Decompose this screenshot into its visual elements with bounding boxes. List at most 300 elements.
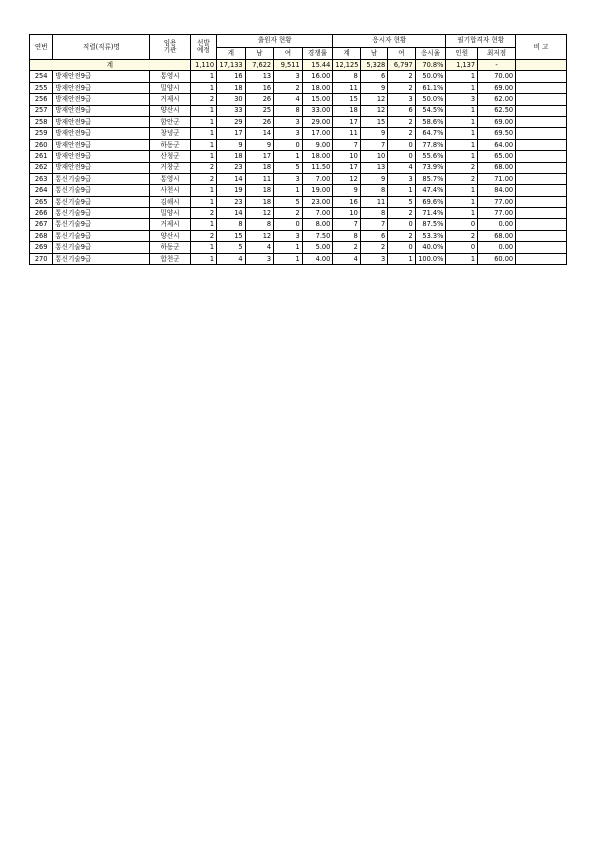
row-exam-total: 7 — [333, 139, 360, 150]
row-no: 262 — [30, 162, 53, 173]
row-agency: 통영시 — [150, 71, 190, 82]
row-app-male: 17 — [245, 151, 274, 162]
row-exam-total: 18 — [333, 105, 360, 116]
row-passers: 1 — [446, 71, 478, 82]
table-row — [30, 105, 567, 116]
row-no: 263 — [30, 173, 53, 184]
row-app-male: 8 — [245, 219, 274, 230]
row-note — [516, 242, 567, 253]
row-app-male: 25 — [245, 105, 274, 116]
row-app-female: 3 — [274, 116, 303, 127]
row-note — [516, 173, 567, 184]
header-applicants-group: 출원자 현황 — [217, 35, 333, 48]
row-min-score: 0.00 — [478, 219, 516, 230]
total-note — [516, 60, 567, 71]
total-exam-male: 5,328 — [360, 60, 387, 71]
row-position: 통신기술9급 — [53, 196, 150, 207]
row-attendance: 50.0% — [415, 71, 446, 82]
row-no: 265 — [30, 196, 53, 207]
row-exam-male: 8 — [360, 208, 387, 219]
row-agency: 양산시 — [150, 230, 190, 241]
row-exam-total: 11 — [333, 128, 360, 139]
row-position: 방재안전9급 — [53, 151, 150, 162]
exam-results-table — [29, 34, 567, 265]
row-exam-male: 6 — [360, 71, 387, 82]
row-app-female: 0 — [274, 219, 303, 230]
row-min-score: 69.00 — [478, 82, 516, 93]
total-min-score: - — [478, 60, 516, 71]
row-position: 방재안전9급 — [53, 116, 150, 127]
total-passers: 1,137 — [446, 60, 478, 71]
row-position: 방재안전9급 — [53, 94, 150, 105]
row-competition: 23.00 — [302, 196, 333, 207]
row-no: 261 — [30, 151, 53, 162]
row-competition: 11.50 — [302, 162, 333, 173]
row-passers: 3 — [446, 94, 478, 105]
header-planned-line1: 선발 — [196, 39, 210, 48]
row-app-female: 3 — [274, 71, 303, 82]
table-row — [30, 196, 567, 207]
row-planned: 1 — [190, 185, 216, 196]
row-app-female: 0 — [274, 139, 303, 150]
row-passers: 2 — [446, 173, 478, 184]
row-planned: 1 — [190, 219, 216, 230]
row-position: 통신기술9급 — [53, 173, 150, 184]
row-exam-female: 2 — [388, 230, 415, 241]
row-competition: 8.00 — [302, 219, 333, 230]
header-no: 연번 — [30, 35, 53, 60]
row-agency: 거창군 — [150, 162, 190, 173]
row-app-male: 18 — [245, 185, 274, 196]
row-exam-male: 11 — [360, 196, 387, 207]
table-row — [30, 230, 567, 241]
row-attendance: 40.0% — [415, 242, 446, 253]
row-note — [516, 151, 567, 162]
row-min-score: 69.00 — [478, 116, 516, 127]
row-note — [516, 71, 567, 82]
row-exam-total: 8 — [333, 71, 360, 82]
row-no: 256 — [30, 94, 53, 105]
row-exam-male: 7 — [360, 219, 387, 230]
row-exam-total: 17 — [333, 116, 360, 127]
row-attendance: 55.6% — [415, 151, 446, 162]
row-competition: 33.00 — [302, 105, 333, 116]
header-planned-line2: 예정 — [196, 46, 210, 54]
row-app-total: 33 — [217, 105, 246, 116]
header-examinees-group: 응시자 현황 — [333, 35, 446, 48]
row-position: 방재안전9급 — [53, 128, 150, 139]
header-passers-count: 인원 — [446, 47, 478, 60]
row-planned: 2 — [190, 208, 216, 219]
row-competition: 7.50 — [302, 230, 333, 241]
row-agency: 밀양시 — [150, 208, 190, 219]
header-passers-group: 필기합격자 현황 — [446, 35, 516, 48]
row-note — [516, 196, 567, 207]
header-exam-female: 여 — [388, 47, 415, 60]
row-exam-total: 4 — [333, 253, 360, 264]
row-agency: 산청군 — [150, 151, 190, 162]
row-attendance: 64.7% — [415, 128, 446, 139]
row-min-score: 70.00 — [478, 71, 516, 82]
row-attendance: 50.0% — [415, 94, 446, 105]
header-note: 비 고 — [516, 35, 567, 60]
row-app-total: 14 — [217, 208, 246, 219]
row-competition: 7.00 — [302, 208, 333, 219]
row-exam-female: 0 — [388, 242, 415, 253]
row-app-total: 19 — [217, 185, 246, 196]
row-planned: 1 — [190, 116, 216, 127]
row-exam-female: 2 — [388, 116, 415, 127]
row-min-score: 60.00 — [478, 253, 516, 264]
row-passers: 1 — [446, 116, 478, 127]
row-note — [516, 185, 567, 196]
table-body — [30, 60, 567, 265]
row-note — [516, 253, 567, 264]
row-exam-total: 9 — [333, 185, 360, 196]
header-position: 직렬(직류)명 — [53, 35, 150, 60]
row-competition: 9.00 — [302, 139, 333, 150]
table-row — [30, 219, 567, 230]
row-app-female: 1 — [274, 242, 303, 253]
row-agency: 통영시 — [150, 173, 190, 184]
total-app-total: 17,133 — [217, 60, 246, 71]
row-app-female: 4 — [274, 94, 303, 105]
row-attendance: 77.8% — [415, 139, 446, 150]
row-attendance: 54.5% — [415, 105, 446, 116]
header-attendance: 응시율 — [415, 47, 446, 60]
table-row — [30, 128, 567, 139]
row-exam-male: 12 — [360, 94, 387, 105]
row-passers: 0 — [446, 242, 478, 253]
row-no: 266 — [30, 208, 53, 219]
row-app-male: 12 — [245, 230, 274, 241]
row-no: 258 — [30, 116, 53, 127]
row-exam-female: 5 — [388, 196, 415, 207]
row-min-score: 62.50 — [478, 105, 516, 116]
row-planned: 2 — [190, 173, 216, 184]
row-app-male: 3 — [245, 253, 274, 264]
row-exam-female: 2 — [388, 128, 415, 139]
row-exam-female: 0 — [388, 139, 415, 150]
row-position: 방재안전9급 — [53, 105, 150, 116]
row-exam-female: 2 — [388, 82, 415, 93]
row-app-male: 12 — [245, 208, 274, 219]
row-attendance: 47.4% — [415, 185, 446, 196]
header-exam-male: 남 — [360, 47, 387, 60]
row-exam-total: 7 — [333, 219, 360, 230]
row-min-score: 84.00 — [478, 185, 516, 196]
row-min-score: 71.00 — [478, 173, 516, 184]
row-exam-total: 11 — [333, 82, 360, 93]
table-row — [30, 116, 567, 127]
row-exam-male: 6 — [360, 230, 387, 241]
row-app-female: 3 — [274, 173, 303, 184]
row-note — [516, 139, 567, 150]
row-app-total: 23 — [217, 162, 246, 173]
row-planned: 1 — [190, 139, 216, 150]
total-exam-total: 12,125 — [333, 60, 360, 71]
row-agency: 김해시 — [150, 196, 190, 207]
row-planned: 1 — [190, 71, 216, 82]
row-position: 방재안전9급 — [53, 139, 150, 150]
row-agency: 사천시 — [150, 185, 190, 196]
row-app-female: 5 — [274, 196, 303, 207]
row-position: 통신기술9급 — [53, 185, 150, 196]
row-planned: 1 — [190, 128, 216, 139]
header-app-male: 남 — [245, 47, 274, 60]
row-no: 254 — [30, 71, 53, 82]
row-min-score: 64.00 — [478, 139, 516, 150]
row-attendance: 87.5% — [415, 219, 446, 230]
row-agency: 하동군 — [150, 242, 190, 253]
row-exam-female: 1 — [388, 253, 415, 264]
total-exam-female: 6,797 — [388, 60, 415, 71]
total-label: 계 — [30, 60, 191, 71]
header-agency-line2: 기관 — [163, 46, 177, 54]
row-app-male: 18 — [245, 162, 274, 173]
table-row — [30, 94, 567, 105]
total-attendance: 70.8% — [415, 60, 446, 71]
row-app-male: 26 — [245, 116, 274, 127]
row-exam-male: 9 — [360, 82, 387, 93]
row-app-male: 18 — [245, 196, 274, 207]
row-passers: 2 — [446, 230, 478, 241]
row-app-total: 30 — [217, 94, 246, 105]
row-app-total: 29 — [217, 116, 246, 127]
row-planned: 1 — [190, 151, 216, 162]
row-note — [516, 105, 567, 116]
row-competition: 15.00 — [302, 94, 333, 105]
row-note — [516, 128, 567, 139]
row-app-total: 14 — [217, 173, 246, 184]
row-min-score: 65.00 — [478, 151, 516, 162]
row-passers: 1 — [446, 151, 478, 162]
row-passers: 1 — [446, 185, 478, 196]
row-planned: 1 — [190, 242, 216, 253]
row-position: 통신기술9급 — [53, 208, 150, 219]
row-competition: 16.00 — [302, 71, 333, 82]
row-exam-female: 3 — [388, 94, 415, 105]
row-note — [516, 208, 567, 219]
row-min-score: 68.00 — [478, 162, 516, 173]
row-app-female: 2 — [274, 82, 303, 93]
row-planned: 1 — [190, 196, 216, 207]
row-agency: 함안군 — [150, 116, 190, 127]
row-position: 통신기술9급 — [53, 253, 150, 264]
row-exam-male: 2 — [360, 242, 387, 253]
total-app-male: 7,622 — [245, 60, 274, 71]
row-exam-male: 12 — [360, 105, 387, 116]
row-no: 264 — [30, 185, 53, 196]
row-exam-female: 2 — [388, 208, 415, 219]
row-no: 255 — [30, 82, 53, 93]
header-app-total: 계 — [217, 47, 246, 60]
row-note — [516, 162, 567, 173]
row-app-female: 5 — [274, 162, 303, 173]
row-passers: 1 — [446, 208, 478, 219]
row-competition: 18.00 — [302, 151, 333, 162]
header-min-score: 최저점 — [478, 47, 516, 60]
row-position: 통신기술9급 — [53, 230, 150, 241]
row-passers: 1 — [446, 196, 478, 207]
row-app-male: 13 — [245, 71, 274, 82]
row-note — [516, 116, 567, 127]
row-exam-total: 15 — [333, 94, 360, 105]
row-passers: 1 — [446, 253, 478, 264]
row-exam-male: 10 — [360, 151, 387, 162]
row-app-total: 18 — [217, 151, 246, 162]
row-competition: 7.00 — [302, 173, 333, 184]
row-app-total: 8 — [217, 219, 246, 230]
header-competition: 경쟁률 — [302, 47, 333, 60]
row-min-score: 69.50 — [478, 128, 516, 139]
total-row — [30, 60, 567, 71]
row-min-score: 77.00 — [478, 196, 516, 207]
row-app-total: 17 — [217, 128, 246, 139]
row-attendance: 58.6% — [415, 116, 446, 127]
row-agency: 거제시 — [150, 94, 190, 105]
row-exam-total: 10 — [333, 208, 360, 219]
row-note — [516, 230, 567, 241]
table-row — [30, 139, 567, 150]
header-agency-line1: 임용 — [163, 39, 177, 48]
row-app-total: 23 — [217, 196, 246, 207]
row-app-male: 26 — [245, 94, 274, 105]
row-note — [516, 94, 567, 105]
row-planned: 2 — [190, 230, 216, 241]
row-passers: 0 — [446, 219, 478, 230]
row-exam-total: 17 — [333, 162, 360, 173]
row-planned: 2 — [190, 162, 216, 173]
row-competition: 17.00 — [302, 128, 333, 139]
row-app-female: 3 — [274, 230, 303, 241]
row-app-female: 1 — [274, 253, 303, 264]
total-planned: 1,110 — [190, 60, 216, 71]
row-agency: 밀양시 — [150, 82, 190, 93]
row-min-score: 0.00 — [478, 242, 516, 253]
row-position: 방재안전9급 — [53, 82, 150, 93]
table-row — [30, 242, 567, 253]
header-exam-total: 계 — [333, 47, 360, 60]
row-app-female: 8 — [274, 105, 303, 116]
row-planned: 1 — [190, 105, 216, 116]
row-no: 260 — [30, 139, 53, 150]
row-no: 257 — [30, 105, 53, 116]
row-app-female: 1 — [274, 151, 303, 162]
row-passers: 1 — [446, 139, 478, 150]
row-app-total: 15 — [217, 230, 246, 241]
row-exam-female: 4 — [388, 162, 415, 173]
row-app-total: 18 — [217, 82, 246, 93]
row-note — [516, 82, 567, 93]
row-exam-female: 0 — [388, 151, 415, 162]
row-passers: 2 — [446, 162, 478, 173]
row-app-total: 5 — [217, 242, 246, 253]
row-attendance: 53.3% — [415, 230, 446, 241]
row-exam-male: 13 — [360, 162, 387, 173]
row-exam-male: 7 — [360, 139, 387, 150]
row-planned: 1 — [190, 253, 216, 264]
table-row — [30, 71, 567, 82]
row-app-male: 4 — [245, 242, 274, 253]
row-app-total: 9 — [217, 139, 246, 150]
row-exam-female: 6 — [388, 105, 415, 116]
row-attendance: 61.1% — [415, 82, 446, 93]
row-attendance: 73.9% — [415, 162, 446, 173]
row-exam-male: 9 — [360, 173, 387, 184]
row-passers: 1 — [446, 128, 478, 139]
row-competition: 18.00 — [302, 82, 333, 93]
row-exam-male: 15 — [360, 116, 387, 127]
row-agency: 거제시 — [150, 219, 190, 230]
row-attendance: 69.6% — [415, 196, 446, 207]
row-passers: 1 — [446, 82, 478, 93]
row-exam-total: 8 — [333, 230, 360, 241]
row-exam-female: 2 — [388, 71, 415, 82]
table-row — [30, 82, 567, 93]
row-exam-female: 0 — [388, 219, 415, 230]
row-no: 268 — [30, 230, 53, 241]
row-competition: 4.00 — [302, 253, 333, 264]
row-position: 방재안전9급 — [53, 162, 150, 173]
row-attendance: 85.7% — [415, 173, 446, 184]
table-header — [30, 35, 567, 60]
row-agency: 양산시 — [150, 105, 190, 116]
table-row — [30, 162, 567, 173]
row-app-male: 11 — [245, 173, 274, 184]
row-app-male: 9 — [245, 139, 274, 150]
row-min-score: 62.00 — [478, 94, 516, 105]
row-exam-male: 9 — [360, 128, 387, 139]
row-no: 270 — [30, 253, 53, 264]
row-exam-total: 16 — [333, 196, 360, 207]
row-planned: 2 — [190, 94, 216, 105]
row-competition: 19.00 — [302, 185, 333, 196]
row-attendance: 71.4% — [415, 208, 446, 219]
table-row — [30, 208, 567, 219]
row-exam-female: 1 — [388, 185, 415, 196]
header-app-female: 여 — [274, 47, 303, 60]
row-exam-total: 12 — [333, 173, 360, 184]
row-attendance: 100.0% — [415, 253, 446, 264]
row-agency: 하동군 — [150, 139, 190, 150]
row-position: 방재안전9급 — [53, 71, 150, 82]
row-agency: 합천군 — [150, 253, 190, 264]
row-planned: 1 — [190, 82, 216, 93]
header-agency — [150, 35, 190, 60]
row-exam-total: 2 — [333, 242, 360, 253]
row-competition: 5.00 — [302, 242, 333, 253]
row-exam-total: 10 — [333, 151, 360, 162]
row-app-female: 1 — [274, 185, 303, 196]
total-app-female: 9,511 — [274, 60, 303, 71]
table-row — [30, 173, 567, 184]
row-agency: 창녕군 — [150, 128, 190, 139]
row-passers: 1 — [446, 105, 478, 116]
row-no: 267 — [30, 219, 53, 230]
table-row — [30, 151, 567, 162]
row-no: 269 — [30, 242, 53, 253]
row-app-female: 3 — [274, 128, 303, 139]
row-app-total: 16 — [217, 71, 246, 82]
table-row — [30, 253, 567, 264]
row-position: 통신기술9급 — [53, 242, 150, 253]
row-position: 통신기술9급 — [53, 219, 150, 230]
row-min-score: 68.00 — [478, 230, 516, 241]
header-planned — [190, 35, 216, 60]
total-competition: 15.44 — [302, 60, 333, 71]
row-app-female: 2 — [274, 208, 303, 219]
